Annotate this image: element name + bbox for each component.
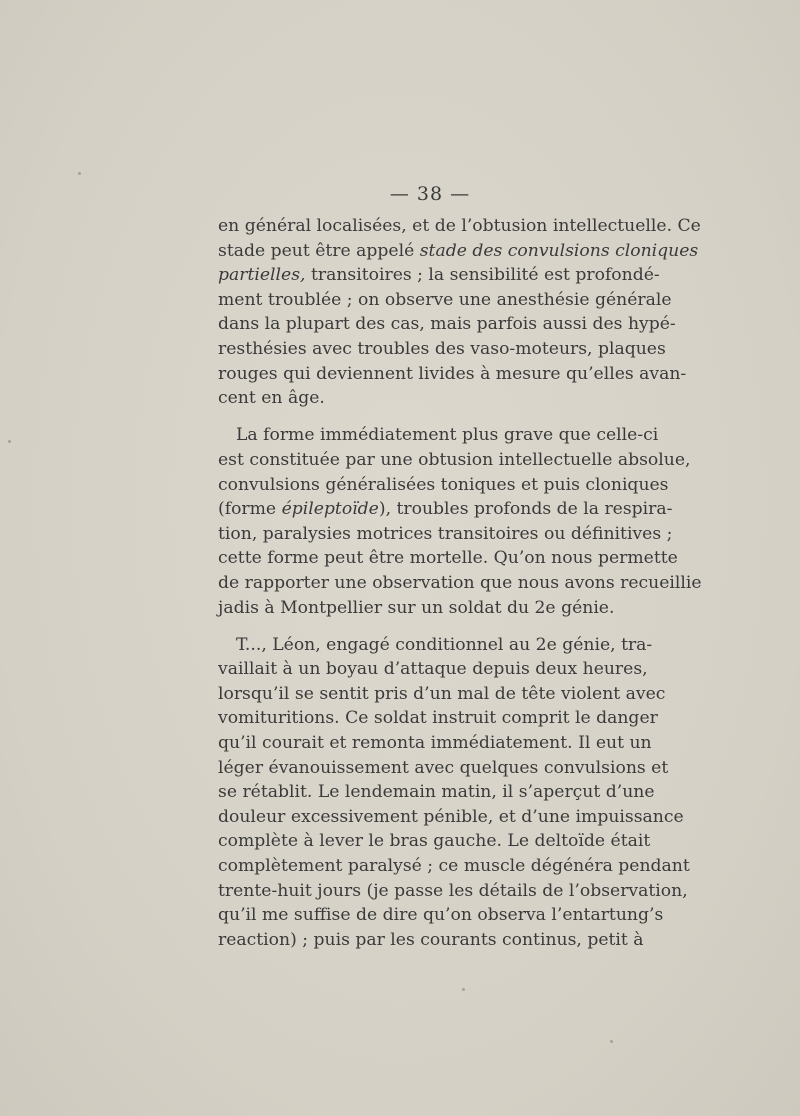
text-line: complètement paralysé ; ce muscle dégénéra pendant xyxy=(218,856,690,877)
text-line: en général localisées, et de l’obtusion intellectuelle. Ce xyxy=(218,216,701,236)
text-line: jadis à Montpellier sur un soldat du 2e génie. xyxy=(218,597,615,618)
text-line: partielles, transitoires ; la sensibilité est profondé- xyxy=(218,265,660,286)
page-number: — 38 — xyxy=(389,183,471,205)
text-line: dans la plupart des cas, mais parfois aussi des hypé- xyxy=(218,314,676,335)
text-line: La forme immédiatement plus grave que celle-ci xyxy=(236,425,659,446)
text-line: ment troublée ; on observe une anesthésie générale xyxy=(218,289,672,310)
paper-speck xyxy=(8,440,11,443)
text-line: vomituritions. Ce soldat instruit comprit le danger xyxy=(218,708,658,729)
text-line: T..., Léon, engagé conditionnel au 2e génie, tra- xyxy=(236,634,653,655)
paper-speck xyxy=(462,988,465,991)
paper-speck xyxy=(78,172,81,175)
text-line: de rapporter une observation que nous avons recueillie xyxy=(218,572,702,593)
text-line: se rétablit. Le lendemain matin, il s’aperçut d’une xyxy=(218,782,655,803)
text-line: tion, paralysies motrices transitoires ou définitives ; xyxy=(218,523,673,544)
text-line: est constituée par une obtusion intellectuelle absolue, xyxy=(218,449,691,470)
text-line: vaillait à un boyau d’attaque depuis deux heures, xyxy=(218,659,648,680)
italic-term: épileptoïde xyxy=(281,499,379,520)
text-line: trente-huit jours (je passe les détails de l’observation, xyxy=(218,880,688,901)
body-text xyxy=(218,214,702,952)
text-line: rouges qui deviennent livides à mesure qu’elles avan- xyxy=(218,363,687,384)
text-line: stade peut être appelé stade des convulsions cloniques xyxy=(218,240,699,261)
text-line: complète à lever le bras gauche. Le deltoïde était xyxy=(218,831,651,852)
text-line: convulsions généralisées toniques et puis cloniques xyxy=(218,474,669,495)
text-line: qu’il me suffise de dire qu’on observa l’entartung’s xyxy=(218,905,664,926)
italic-term: partielles, xyxy=(218,265,306,286)
text-line: douleur excessivement pénible, et d’une impuissance xyxy=(218,806,684,827)
paper-speck xyxy=(610,1040,613,1043)
text-line: léger évanouissement avec quelques convulsions et xyxy=(218,757,669,778)
text-line: cent en âge. xyxy=(218,388,325,409)
text-line: reaction) ; puis par les courants continus, petit à xyxy=(218,929,644,950)
text-line: (forme épileptoïde), troubles profonds de la respira- xyxy=(218,499,673,520)
text-line: cette forme peut être mortelle. Qu’on nous permette xyxy=(218,548,678,569)
italic-term: stade des convulsions cloniques xyxy=(419,240,699,261)
paragraph-gap xyxy=(218,411,622,424)
paragraph-gap xyxy=(218,620,622,633)
text-line: lorsqu’il se sentit pris d’un mal de tête violent avec xyxy=(218,683,666,704)
text-line: resthésies avec troubles des vaso-moteurs, plaques xyxy=(218,338,666,359)
text-line: qu’il courait et remonta immédiatement. Il eut un xyxy=(218,733,652,754)
